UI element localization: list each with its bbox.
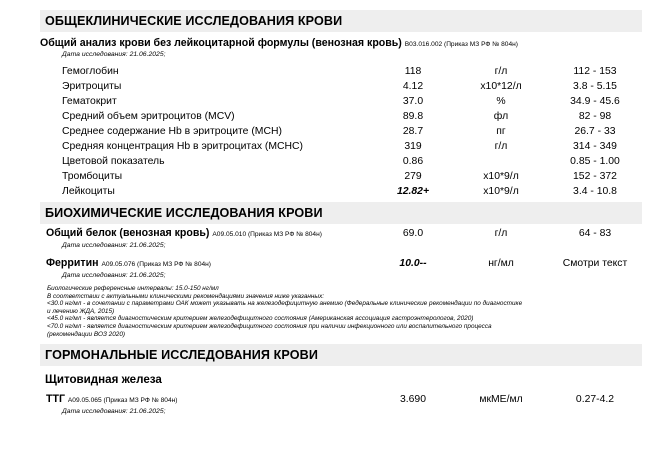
table-row [40,124,642,139]
note-line: и лечению ЖДА, 2015) [47,307,115,315]
test-value: 37.0 [402,96,424,107]
test-name: Гемоглобин [62,66,119,77]
test-ref: 0.85 - 1.00 [570,156,620,167]
tsh-ref: 0.27-4.2 [575,394,615,406]
section-hormones: ГОРМОНАЛЬНЫЕ ИССЛЕДОВАНИЯ КРОВИ [40,344,642,366]
test-unit: x10*9/л [483,171,519,182]
test-value: 4.12 [402,81,424,92]
test-value: 319 [404,141,422,152]
note-line: В соответствии с актуальными клиническими рекомендациями значения ниже указанных: [47,292,325,300]
protein-unit: г/л [494,228,508,239]
cbc-table [40,64,642,199]
ferritin-date: Дата исследования: 21.06.2025; [62,272,166,279]
section-biochem: БИОХИМИЧЕСКИЕ ИССЛЕДОВАНИЯ КРОВИ [40,202,642,224]
note-line: Биологические референсные интервалы: 15.0-150 нг/мл [47,285,219,292]
test-unit: x10*9/л [483,186,519,197]
test-ref: 26.7 - 33 [574,126,616,137]
test-ref: 34.9 - 45.6 [570,96,620,107]
ferritin-row [40,256,642,271]
protein-value: 69.0 [402,228,424,239]
ferritin-code: A09.05.076 (Приказ МЗ РФ № 804н) [101,261,212,268]
cbc-header [40,36,642,50]
test-ref: 3.4 - 10.8 [573,186,617,197]
test-unit: x10*12/л [480,81,522,92]
protein-title: Общий белок (венозная кровь) [46,227,210,239]
tsh-date: Дата исследования: 21.06.2025; [62,408,166,416]
lab-report [40,8,642,417]
note-line: <30.0 нг/мл - в сочетании с параметрами ОАК может указывать на железодефицитную анемию (Федеральные клинические рекомендации по диагностике [47,300,523,308]
test-name: Среднее содержание Hb в эритроците (MCH) [62,126,282,137]
test-unit: пг [496,126,506,137]
ferritin-value-flagged: 10.0-- [399,258,427,269]
test-unit: % [496,96,506,107]
protein-row [40,226,642,241]
test-unit: г/л [494,141,508,152]
table-row [40,169,642,184]
cbc-code: B03.016.002 (Приказ МЗ РФ № 804н) [404,41,518,48]
cbc-title: Общий анализ крови без лейкоцитарной формулы (венозная кровь) [40,37,402,49]
test-ref: 152 - 372 [573,171,617,182]
note-line: <70.0 нг/мл - является диагностическим критерием железодефицитного состояния при наличии инфекционного или воспалительного процесса [47,322,492,330]
protein-date: Дата исследования: 21.06.2025; [62,242,166,249]
ferritin-ref: Смотри текст [562,258,628,269]
table-row [40,79,642,94]
table-row [40,109,642,124]
table-row [40,184,642,199]
test-unit: г/л [494,66,508,77]
test-ref: 314 - 349 [573,141,617,152]
test-value: 89.8 [402,111,424,122]
test-name: Тромбоциты [62,171,123,182]
test-name: Цветовой показатель [62,156,165,167]
test-name: Эритроциты [62,81,122,92]
test-ref: 3.8 - 5.15 [573,81,617,92]
tsh-value: 3.690 [399,394,426,406]
tsh-unit: мкМЕ/мл [479,394,523,406]
table-row [40,64,642,79]
tsh-title: ТТГ [46,393,65,406]
section-general-blood: ОБЩЕКЛИНИЧЕСКИЕ ИССЛЕДОВАНИЯ КРОВИ [40,10,642,32]
test-name: Средняя концентрация Hb в эритроцитах (MCHC) [62,141,304,152]
table-row [40,94,642,109]
tsh-row [40,392,642,407]
test-value: 279 [404,171,422,182]
test-value: 118 [404,66,422,77]
cbc-date: Дата исследования: 21.06.2025; [62,51,166,58]
test-value: 0.86 [402,156,424,167]
protein-ref: 64 - 83 [578,228,612,239]
thyroid-subtitle: Щитовидная железа [45,373,162,387]
test-ref: 112 - 153 [573,66,617,77]
ferritin-title: Ферритин [46,257,99,269]
test-value: 28.7 [402,126,424,137]
table-row [40,139,642,154]
test-unit: фл [493,111,509,122]
note-line: (рекомендации ВОЗ 2020) [47,330,126,338]
test-name: Гематокрит [62,96,117,107]
test-value-flagged: 12.82+ [396,186,430,197]
protein-code: A09.05.010 (Приказ МЗ РФ № 804н) [212,231,322,238]
ferritin-notes [40,285,642,338]
ferritin-unit: нг/мл [488,258,514,269]
tsh-code: A09.05.065 (Приказ МЗ РФ № 804н) [67,397,178,405]
test-ref: 82 - 98 [578,111,612,122]
test-name: Лейкоциты [62,186,115,197]
test-name: Средний объем эритроцитов (MCV) [62,111,235,122]
table-row [40,154,642,169]
note-line: <45.0 нг/мл - является диагностическим критерием железодефицитного состояния (Американская ассоциация гастроэнтерологов, 2020) [47,315,474,323]
